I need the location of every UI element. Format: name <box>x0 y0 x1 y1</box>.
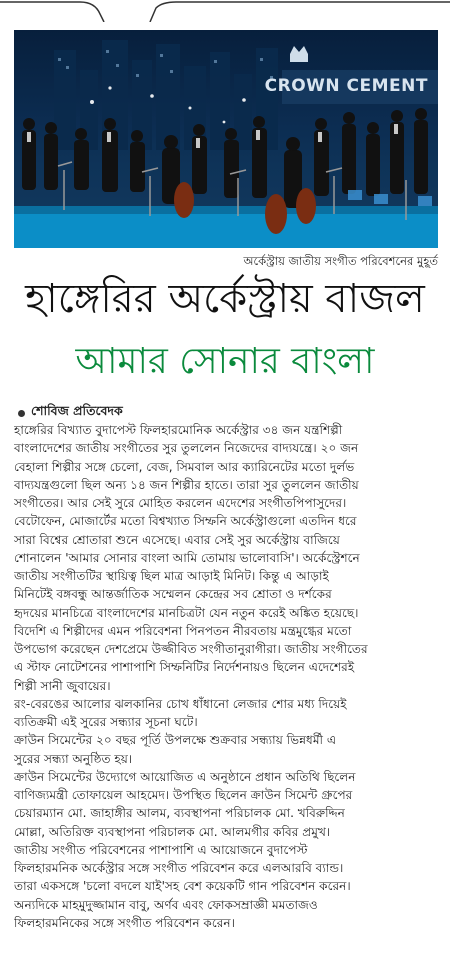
photo-caption: অর্কেস্ট্রায় জাতীয় সংগীত পরিবেশনের মুহূর্ত <box>243 254 438 268</box>
article-line: শিল্পী সানী জুবায়ের। <box>14 678 111 693</box>
orchestra-scene <box>14 30 438 248</box>
article-line: ফিলহারমনিক অর্কেস্ট্রার সঙ্গে সংগীত পরিবেশন করে এলআরবি ব্যান্ড। <box>14 861 344 875</box>
article-line: অন্যদিকে মাহমুদুজ্জামান বাবু, অর্ণব এবং ফোকসম্রাজ্ঞী মমতাজও <box>14 897 318 912</box>
subheadline: আমার সোনার বাংলা <box>75 341 375 382</box>
article-line: সারা বিশ্বের শ্রোতারা শুনে এসেছে। এবার সেই সুর অর্কেস্ট্রায় বাজিয়ে <box>14 532 340 547</box>
article-line: ক্রাউন সিমেন্টের ২০ বছর পূর্তি উপলক্ষে শুক্রবার সন্ধ্যায় ভিন্নধর্মী এ <box>14 733 337 748</box>
article-line: বাদ্যযন্ত্রগুলো ছিল অন্য ১৪ জন শিল্পীর হাতে। তারা সুর তুললেন জাতীয় <box>14 477 359 492</box>
byline <box>18 403 123 423</box>
crown-cement-brand <box>265 76 428 96</box>
article-body <box>14 421 438 932</box>
top-frame-lines <box>0 0 450 22</box>
article-line: ফিলহারমনিকের সঙ্গে সংগীত পরিবেশন করেন। <box>14 915 235 930</box>
article-line: ব্যতিক্রমী এই সুরের সন্ধ্যার সূচনা ঘটে। <box>14 715 198 729</box>
bullet-icon <box>18 410 25 417</box>
article-line: বাণিজ্যমন্ত্রী তোফায়েল আহমেদ। উপস্থিত ছিলেন ক্রাউন সিমেন্ট গ্রুপের <box>14 788 353 802</box>
article-line: চেয়ারম্যান মো. জাহাঙ্গীর আলম, ব্যবস্থাপনা পরিচালক মো. খবিরুদ্দিন <box>14 806 345 821</box>
article-line: বাংলাদেশের জাতীয় সংগীতের সুর তুললেন নিজেদের বাদ্যযন্ত্রে। ২০ জন <box>14 441 359 456</box>
headline: হাঙ্গেরির অর্কেস্ট্রায় বাজল <box>25 276 425 322</box>
article-line: ক্রাউন সিমেন্টের উদ্যোগে আয়োজিত এ অনুষ্ঠানে প্রধান অতিথি ছিলেন <box>14 769 356 784</box>
article-line: মিনিটেই বঙ্গবন্ধু আন্তর্জাতিক সম্মেলন কেন্দ্রের সব শ্রোতা ও দর্শকের <box>14 587 332 602</box>
article-line: শোনালেন 'আমার সোনার বাংলা আমি তোমায় ভালোবাসি'। অর্কেস্ট্রেশনে <box>14 550 360 565</box>
brand-label-2: CEMENT <box>346 76 428 96</box>
byline-text: শোবিজ প্রতিবেদক <box>31 403 123 418</box>
article-line: বিদেশি এ শিল্পীদের এমন পরিবেশনা পিনপতন নীরবতায় মন্ত্রমুগ্ধের মতো <box>14 623 352 638</box>
article-line: হাঙ্গেরির বিখ্যাত বুদাপেস্ট ফিলহারমোনিক অর্কেস্ট্রার ৩৪ জন যন্ত্রশিল্পী <box>14 423 343 437</box>
article-line: এ স্টাফ নোটেশনের পাশাপাশি সিম্ফনিটির নির্দেশনায়ও ছিলেন এদেশেরই <box>14 660 355 675</box>
article-line: রং-বেরঙের আলোর ঝলকানির চোখ ধাঁধানো লেজার শোর মধ্য দিয়েই <box>14 696 347 711</box>
article-line: সুরের সন্ধ্যা অনুষ্ঠিত হয়। <box>14 751 133 766</box>
article-line: উপভোগ করেছেন দেশপ্রেমে উজ্জীবিত সংগীতানুরাগীরা। জাতীয় সংগীতের <box>14 642 368 656</box>
brand-label: CROWN <box>264 76 341 96</box>
article-line: বেহালা শিল্পীর সঙ্গে চেলো, বেজ, সিমবাল আর ক্যারিনেটের মতো দুর্লভ <box>14 459 355 474</box>
article-line: বেটোফেন, মোজার্টের মতো বিশ্বখ্যাত সিম্ফনি অর্কেস্ট্রাগুলো এতদিন ধরে <box>14 514 357 529</box>
article-line: হৃদয়ের মানচিত্রে বাংলাদেশের মানচিত্রটা যেন নতুন করেই অঙ্কিত হয়েছে। <box>14 605 359 620</box>
orchestra-photo <box>14 30 438 248</box>
article-line: মোল্লা, অতিরিক্ত ব্যবস্থাপনা পরিচালক মো. আলমগীর কবির প্রমুখ। <box>14 824 331 839</box>
article-line: জাতীয় সংগীত পরিবেশনের পাশাপাশি এ আয়োজনে বুদাপেস্ট <box>14 842 308 857</box>
article-line: সংগীতের। আর সেই সুরে মোহিত করলেন এদেশের সংগীতপিপাসুদের। <box>14 496 347 510</box>
article-line: জাতীয় সংগীতটির স্থায়িত্ব ছিল মাত্র আড়াই মিনিট। কিন্তু এ আড়াই <box>14 569 329 583</box>
page-top-frame <box>0 0 450 22</box>
article-line: তারা একসঙ্গে 'চলো বদলে যাই'সহ বেশ কয়েকটি গান পরিবেশন করেন। <box>14 879 351 894</box>
